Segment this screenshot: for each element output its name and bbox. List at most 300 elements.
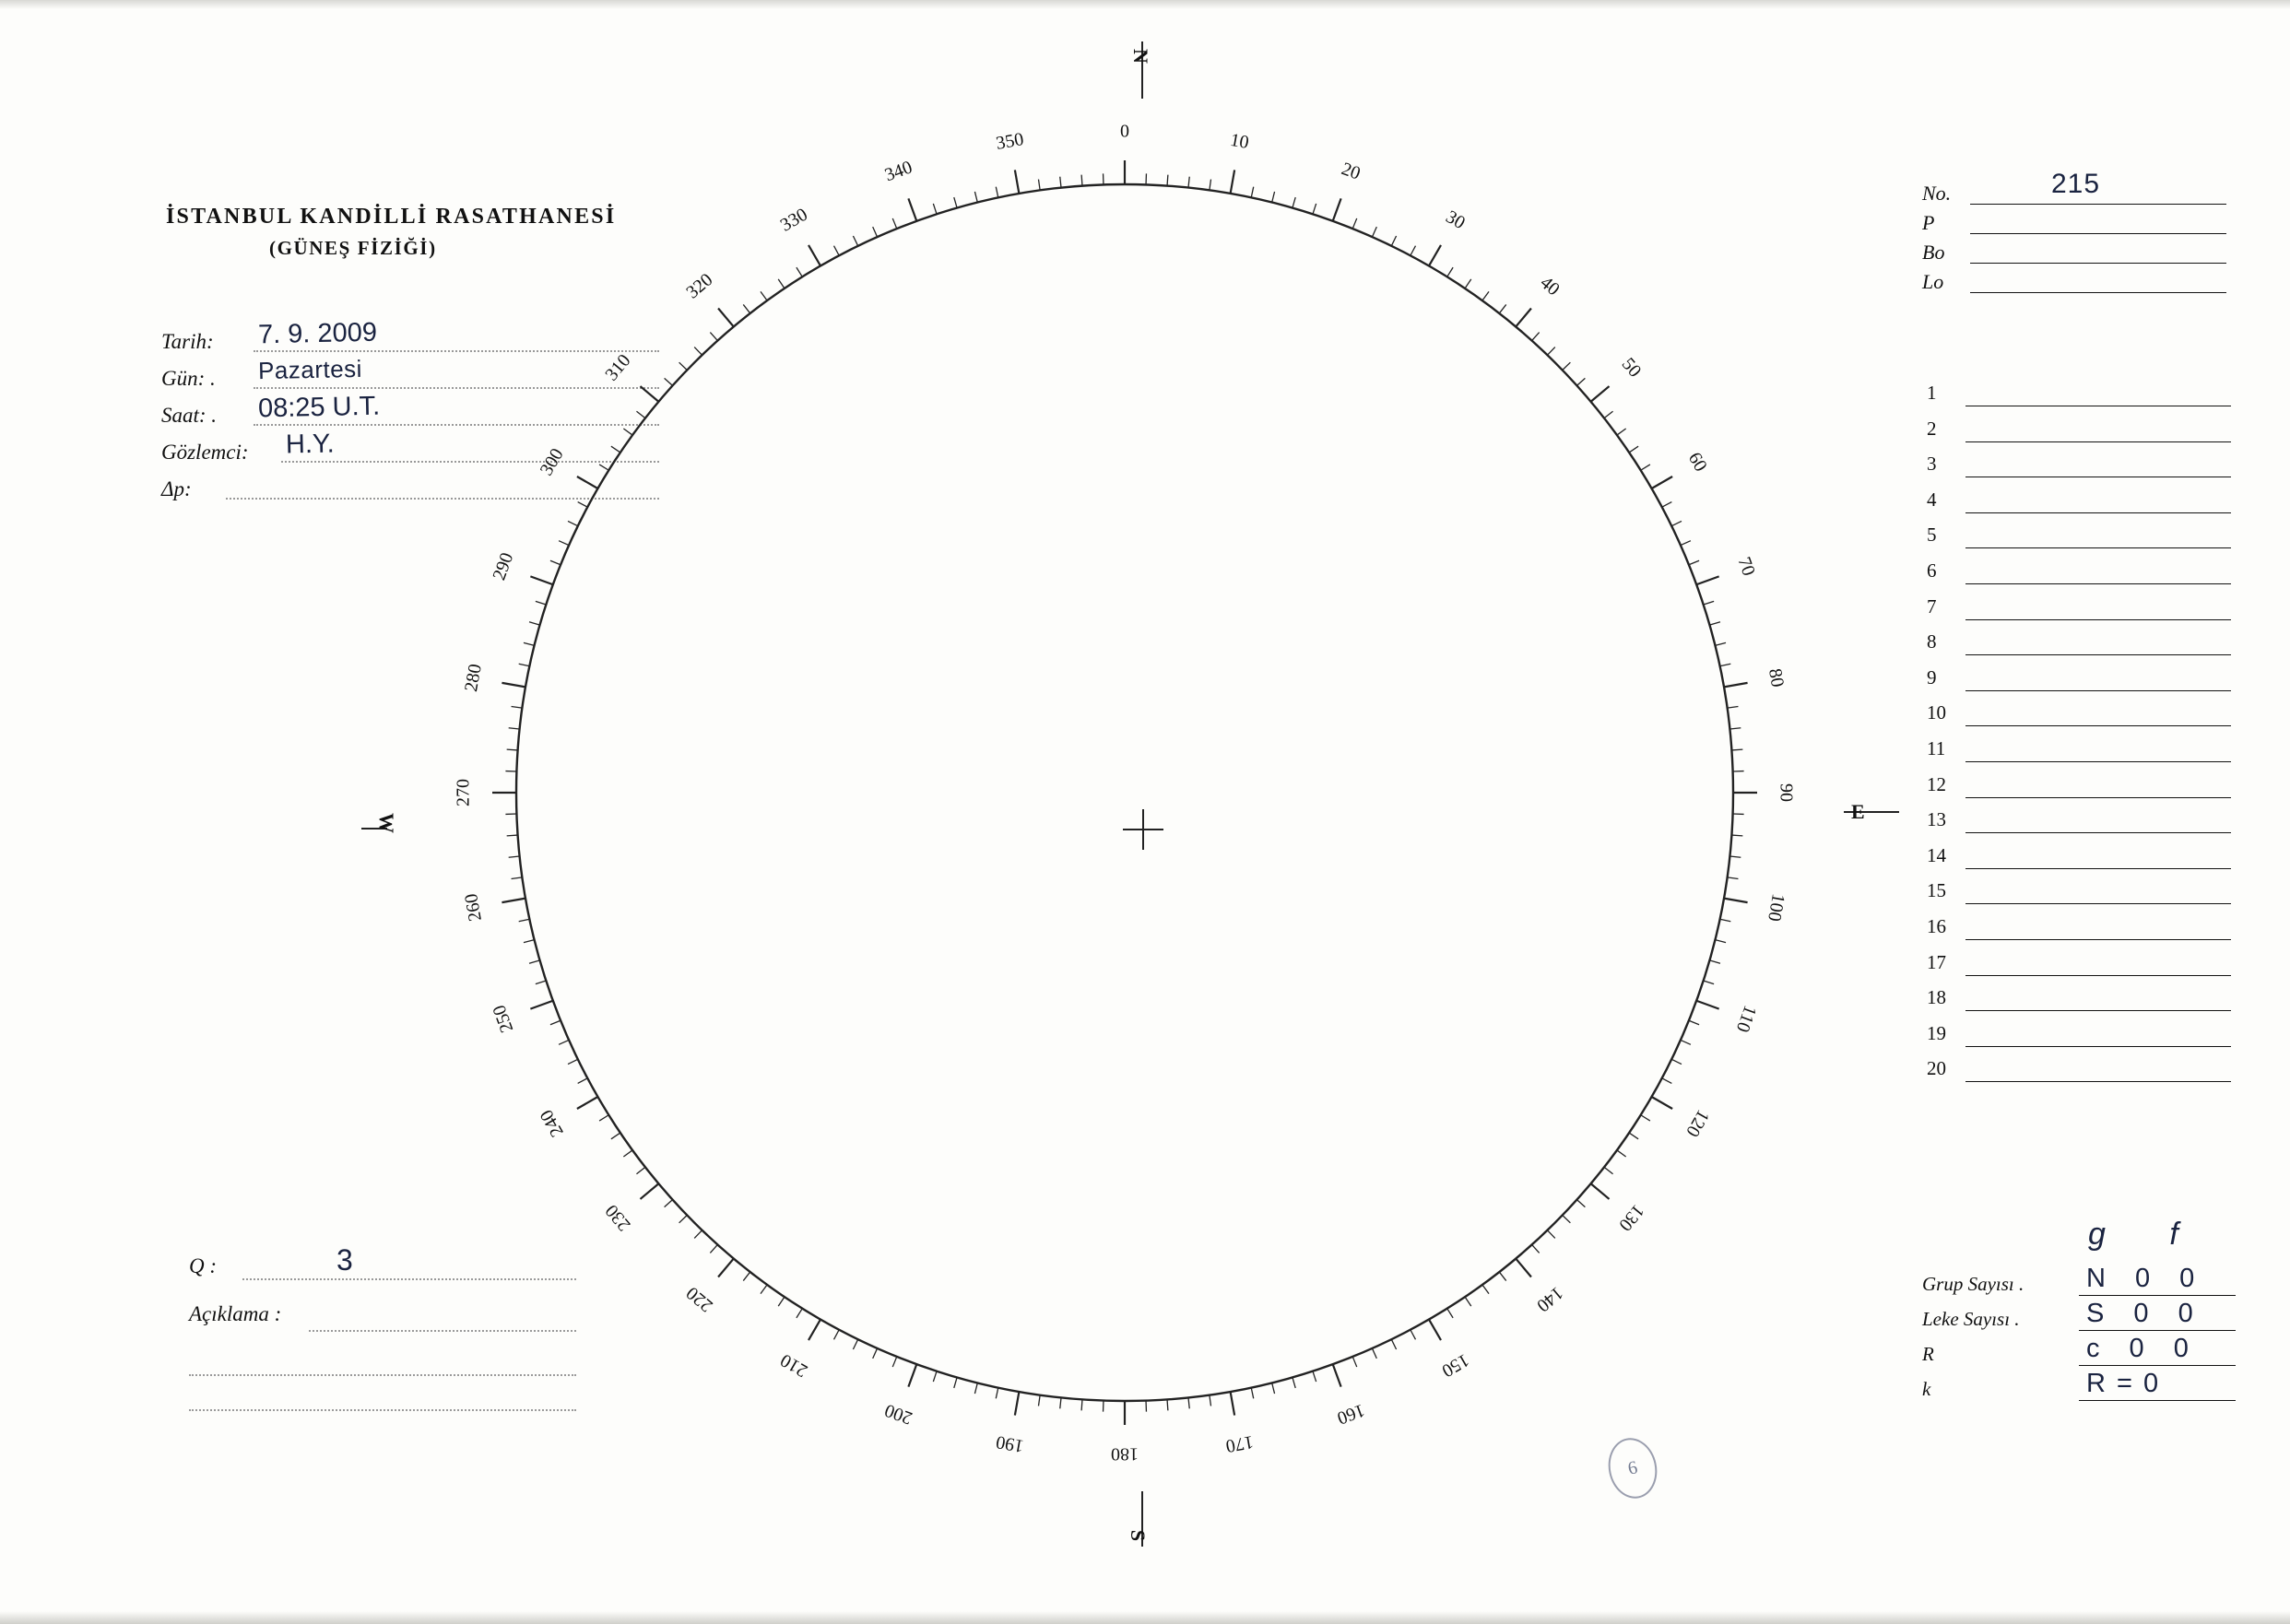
degree-label-130: 130 bbox=[1614, 1200, 1648, 1235]
degree-tick-minor bbox=[778, 1297, 785, 1306]
label-lo: Lo bbox=[1922, 270, 1944, 293]
spot-entry-row bbox=[1927, 592, 2231, 628]
degree-tick-minor bbox=[974, 192, 977, 203]
spot-entry-line[interactable] bbox=[1965, 868, 2231, 869]
spot-entry-line[interactable] bbox=[1965, 832, 2231, 833]
degree-label-50: 50 bbox=[1617, 354, 1646, 382]
degree-label-40: 40 bbox=[1536, 272, 1564, 300]
degree-tick-minor bbox=[1720, 919, 1731, 921]
degree-tick-minor bbox=[623, 1150, 632, 1157]
label-r: R bbox=[1922, 1343, 1934, 1365]
degree-tick-minor bbox=[1352, 1357, 1356, 1367]
degree-tick-minor bbox=[679, 362, 688, 370]
degree-tick-minor bbox=[1411, 246, 1416, 256]
degree-tick-minor bbox=[1641, 1115, 1650, 1121]
label-delta-p: Δp: bbox=[161, 477, 192, 500]
degree-label-80: 80 bbox=[1764, 666, 1788, 689]
degree-tick-minor bbox=[568, 1059, 578, 1064]
degree-tick-minor bbox=[1081, 175, 1082, 186]
spot-entry-index: 3 bbox=[1927, 453, 1937, 476]
id-row-p bbox=[1922, 209, 2226, 239]
degree-tick-major bbox=[1652, 477, 1673, 488]
label-gun: Gün: . bbox=[161, 367, 216, 390]
identification-block bbox=[1922, 169, 2226, 298]
degree-tick-minor bbox=[536, 981, 546, 984]
spot-entry-row bbox=[1927, 378, 2231, 414]
label-gozlemci: Gözlemci: bbox=[161, 441, 249, 464]
spot-entry-row bbox=[1927, 556, 2231, 592]
label-bo: Bo bbox=[1922, 241, 1945, 264]
degree-label-150: 150 bbox=[1438, 1349, 1473, 1382]
spot-entry-row bbox=[1927, 947, 2231, 983]
degree-tick-major bbox=[1652, 1097, 1673, 1109]
degree-tick-major bbox=[530, 1001, 552, 1009]
spot-entry-list bbox=[1927, 378, 2231, 1089]
degree-tick-minor bbox=[1167, 175, 1168, 186]
degree-label-270: 270 bbox=[453, 779, 474, 806]
spot-entry-row bbox=[1927, 485, 2231, 521]
degree-tick-minor bbox=[529, 960, 540, 963]
degree-tick-minor bbox=[1272, 192, 1275, 203]
spot-entry-row bbox=[1927, 1053, 2231, 1089]
degree-tick-minor bbox=[1372, 227, 1376, 237]
degree-tick-major bbox=[530, 576, 552, 584]
spot-entry-index: 8 bbox=[1927, 630, 1937, 653]
spot-entry-index: 4 bbox=[1927, 488, 1937, 511]
degree-label-90: 90 bbox=[1776, 783, 1797, 802]
degree-tick-minor bbox=[1662, 1078, 1672, 1084]
degree-label-180: 180 bbox=[1111, 1443, 1139, 1465]
degree-label-120: 120 bbox=[1682, 1106, 1714, 1141]
degree-tick-minor bbox=[1447, 1309, 1453, 1318]
degree-tick-minor bbox=[636, 1167, 644, 1173]
degree-tick-minor bbox=[1532, 333, 1540, 341]
degree-tick-major bbox=[1015, 170, 1020, 194]
spot-entry-index: 19 bbox=[1927, 1021, 1946, 1044]
degree-tick-minor bbox=[1547, 347, 1554, 356]
cardinal-west: W bbox=[375, 813, 398, 833]
label-aciklama: Açıklama : bbox=[189, 1302, 282, 1325]
degree-tick-minor bbox=[1576, 378, 1585, 385]
degree-tick-minor bbox=[694, 347, 702, 356]
degree-tick-minor bbox=[873, 1348, 878, 1359]
degree-label-170: 170 bbox=[1223, 1431, 1256, 1456]
id-row-bo bbox=[1922, 239, 2226, 268]
degree-tick-minor bbox=[679, 1215, 688, 1222]
id-row-no bbox=[1922, 169, 2226, 209]
degree-tick-minor bbox=[1681, 1040, 1691, 1044]
degree-tick-minor bbox=[1038, 1395, 1040, 1406]
spot-entry-line[interactable] bbox=[1965, 1010, 2231, 1011]
degree-tick-minor bbox=[933, 1371, 937, 1382]
spot-entry-index: 20 bbox=[1927, 1057, 1946, 1080]
degree-tick-minor bbox=[1499, 304, 1505, 312]
degree-tick-minor bbox=[1391, 1339, 1396, 1349]
degree-tick-minor bbox=[636, 411, 644, 418]
degree-tick-minor bbox=[599, 465, 608, 470]
degree-tick-minor bbox=[1731, 835, 1742, 836]
degree-tick-minor bbox=[1671, 521, 1682, 525]
degree-tick-minor bbox=[1411, 1330, 1416, 1340]
degree-tick-major bbox=[1333, 198, 1341, 220]
spot-entry-index: 13 bbox=[1927, 808, 1946, 831]
degree-tick-major bbox=[1591, 1183, 1610, 1199]
degree-tick-minor bbox=[623, 429, 632, 435]
degree-tick-major bbox=[1429, 1320, 1441, 1341]
degree-tick-minor bbox=[536, 601, 546, 605]
spot-entry-index: 11 bbox=[1927, 736, 1946, 759]
value-r[interactable]: c 0 0 bbox=[2086, 1334, 2200, 1363]
degree-tick-minor bbox=[1629, 1133, 1638, 1139]
cardinal-north: N bbox=[1128, 49, 1152, 64]
label-tarih: Tarih: bbox=[161, 330, 214, 353]
degree-tick-minor bbox=[1715, 642, 1726, 645]
degree-label-350: 350 bbox=[994, 129, 1026, 154]
degree-tick-major bbox=[640, 1183, 658, 1199]
spot-entry-row bbox=[1927, 912, 2231, 947]
degree-label-240: 240 bbox=[536, 1106, 568, 1141]
degree-tick-minor bbox=[1728, 877, 1739, 879]
degree-label-20: 20 bbox=[1339, 159, 1363, 184]
underline bbox=[2079, 1365, 2236, 1366]
degree-tick-minor bbox=[1167, 1399, 1168, 1410]
degree-tick-minor bbox=[1447, 267, 1453, 277]
spot-entry-line[interactable] bbox=[1965, 1081, 2231, 1082]
spot-entry-row bbox=[1927, 770, 2231, 806]
degree-tick-major bbox=[502, 899, 525, 903]
spot-entry-row bbox=[1927, 983, 2231, 1018]
value-no[interactable]: 215 bbox=[2051, 169, 2101, 199]
underline bbox=[2079, 1330, 2236, 1331]
degree-tick-minor bbox=[1210, 1395, 1211, 1406]
spot-entry-line[interactable] bbox=[1965, 619, 2231, 620]
degree-tick-minor bbox=[974, 1383, 977, 1394]
disc-center-marker bbox=[1123, 809, 1163, 850]
degree-tick-minor bbox=[524, 642, 535, 645]
degree-tick-minor bbox=[1060, 1397, 1061, 1408]
degree-tick-minor bbox=[1465, 1297, 1471, 1306]
degree-tick-minor bbox=[1465, 279, 1471, 288]
organization-line-2: (GÜNEŞ FİZİĞİ) bbox=[269, 237, 437, 259]
summary-row-k bbox=[1922, 1369, 2236, 1407]
degree-tick-major bbox=[809, 245, 820, 266]
degree-label-290: 290 bbox=[489, 549, 518, 583]
spot-entry-line[interactable] bbox=[1965, 761, 2231, 762]
degree-label-230: 230 bbox=[601, 1200, 635, 1235]
underline[interactable] bbox=[1970, 292, 2226, 293]
degree-label-110: 110 bbox=[1731, 1002, 1761, 1035]
summary-row-leke-sayisi bbox=[1922, 1299, 2236, 1337]
degree-label-140: 140 bbox=[1532, 1282, 1567, 1316]
degree-tick-minor bbox=[1729, 728, 1741, 729]
degree-tick-minor bbox=[1704, 981, 1714, 984]
degree-tick-minor bbox=[1499, 1272, 1505, 1280]
spot-entry-index: 2 bbox=[1927, 417, 1937, 440]
degree-tick-major bbox=[908, 198, 916, 220]
degree-tick-minor bbox=[1689, 1020, 1699, 1024]
cardinal-south: S bbox=[1127, 1529, 1151, 1542]
degree-tick-minor bbox=[1532, 1244, 1540, 1253]
degree-tick-major bbox=[1696, 576, 1718, 584]
spot-entry-row bbox=[1927, 876, 2231, 912]
degree-tick-minor bbox=[568, 521, 578, 525]
degree-label-250: 250 bbox=[489, 1002, 518, 1036]
spot-entry-line[interactable] bbox=[1965, 512, 2231, 513]
spot-entry-row bbox=[1927, 627, 2231, 663]
degree-tick-minor bbox=[1482, 1285, 1489, 1294]
degree-tick-major bbox=[1333, 1364, 1341, 1386]
value-k[interactable]: R = 0 bbox=[2086, 1369, 2161, 1398]
degree-tick-minor bbox=[611, 446, 620, 453]
spot-entry-index: 10 bbox=[1927, 701, 1946, 724]
summary-block bbox=[1922, 1264, 2236, 1407]
degree-tick-minor bbox=[1482, 291, 1489, 300]
degree-tick-major bbox=[640, 386, 658, 402]
spot-entry-line[interactable] bbox=[1965, 797, 2231, 798]
degree-tick-major bbox=[1429, 245, 1441, 266]
spot-entry-index: 7 bbox=[1927, 594, 1937, 618]
degree-label-260: 260 bbox=[461, 891, 486, 924]
spot-entry-index: 16 bbox=[1927, 914, 1946, 937]
degree-tick-minor bbox=[996, 187, 997, 198]
degree-tick-minor bbox=[512, 877, 523, 879]
degree-label-330: 330 bbox=[776, 204, 811, 236]
underline bbox=[2079, 1295, 2236, 1296]
spot-entry-index: 5 bbox=[1927, 524, 1937, 547]
degree-tick-minor bbox=[1720, 664, 1731, 665]
degree-tick-major bbox=[1231, 1392, 1235, 1416]
spot-entry-row bbox=[1927, 805, 2231, 841]
spot-entry-line[interactable] bbox=[1965, 547, 2231, 548]
spot-entry-index: 1 bbox=[1927, 382, 1937, 404]
degree-tick-major bbox=[718, 308, 734, 326]
degree-label-210: 210 bbox=[776, 1349, 811, 1382]
degree-labels bbox=[454, 122, 1797, 1465]
archive-stamp: 6 bbox=[1603, 1433, 1663, 1502]
underline bbox=[2079, 1400, 2236, 1401]
spot-entry-line[interactable] bbox=[1965, 441, 2231, 442]
value-leke-sayisi[interactable]: S 0 0 bbox=[2086, 1299, 2204, 1328]
spot-entry-row bbox=[1927, 698, 2231, 734]
degree-tick-minor bbox=[665, 378, 673, 385]
degree-tick-major bbox=[1724, 899, 1748, 903]
spot-entry-line[interactable] bbox=[1965, 690, 2231, 691]
degree-label-220: 220 bbox=[682, 1282, 717, 1316]
degree-tick-minor bbox=[1604, 1167, 1612, 1173]
spot-entry-line[interactable] bbox=[1965, 975, 2231, 976]
degree-tick-minor bbox=[1251, 1388, 1253, 1399]
gf-column-header: g f bbox=[2088, 1217, 2206, 1252]
degree-tick-minor bbox=[665, 1200, 673, 1207]
degree-tick-minor bbox=[710, 333, 717, 341]
degree-tick-minor bbox=[1641, 465, 1650, 470]
degree-label-340: 340 bbox=[881, 157, 915, 186]
degree-tick-minor bbox=[710, 1244, 717, 1253]
degree-tick-minor bbox=[1617, 1150, 1626, 1157]
degree-tick-major bbox=[809, 1320, 820, 1341]
degree-label-60: 60 bbox=[1683, 449, 1711, 476]
degree-tick-minor bbox=[1038, 180, 1040, 191]
degree-tick-minor bbox=[1391, 236, 1396, 246]
spot-entry-line[interactable] bbox=[1965, 903, 2231, 904]
degree-tick-minor bbox=[1293, 197, 1295, 208]
degree-tick-minor bbox=[550, 560, 561, 564]
degree-tick-minor bbox=[1689, 560, 1699, 564]
degree-tick-major bbox=[1231, 170, 1235, 194]
degree-label-200: 200 bbox=[881, 1399, 915, 1429]
spot-entry-row bbox=[1927, 414, 2231, 450]
label-leke-sayisi: Leke Sayısı . bbox=[1922, 1308, 2020, 1330]
degree-tick-major bbox=[1516, 308, 1531, 326]
degree-tick-major bbox=[577, 477, 598, 488]
degree-tick-minor bbox=[834, 246, 840, 256]
spot-entry-index: 14 bbox=[1927, 843, 1946, 866]
degree-tick-major bbox=[1516, 1259, 1531, 1277]
value-q[interactable]: 3 bbox=[336, 1243, 353, 1277]
degree-tick-minor bbox=[694, 1230, 702, 1239]
degree-tick-major bbox=[1724, 683, 1748, 688]
degree-tick-minor bbox=[599, 1115, 608, 1121]
degree-tick-minor bbox=[933, 204, 937, 214]
spot-entry-line[interactable] bbox=[1965, 1046, 2231, 1047]
spot-entry-line[interactable] bbox=[1965, 583, 2231, 584]
degree-ticks bbox=[492, 160, 1757, 1425]
degree-tick-minor bbox=[1709, 960, 1720, 963]
degree-label-10: 10 bbox=[1228, 129, 1251, 154]
degree-tick-major bbox=[1696, 1001, 1718, 1009]
spot-entry-index: 9 bbox=[1927, 665, 1937, 688]
degree-tick-minor bbox=[954, 1377, 957, 1388]
degree-label-190: 190 bbox=[994, 1431, 1026, 1456]
spot-entry-index: 17 bbox=[1927, 950, 1946, 973]
degree-tick-minor bbox=[853, 236, 857, 246]
degree-label-300: 300 bbox=[536, 444, 568, 479]
degree-tick-minor bbox=[1272, 1383, 1275, 1394]
degree-tick-minor bbox=[1576, 1200, 1585, 1207]
value-gozlemci[interactable]: H.Y. bbox=[285, 429, 335, 460]
cardinal-east: E bbox=[1851, 800, 1865, 823]
spot-entry-row bbox=[1927, 663, 2231, 699]
label-no: No. bbox=[1922, 182, 1952, 205]
degree-tick-minor bbox=[797, 267, 802, 277]
degree-tick-minor bbox=[1729, 856, 1741, 857]
value-tarih[interactable]: 7. 9. 2009 bbox=[257, 317, 378, 350]
degree-tick-minor bbox=[529, 622, 540, 625]
degree-tick-minor bbox=[1563, 362, 1571, 370]
degree-tick-minor bbox=[509, 856, 520, 857]
degree-tick-major bbox=[908, 1364, 916, 1386]
spot-entry-row bbox=[1927, 1018, 2231, 1054]
spot-entry-line[interactable] bbox=[1965, 725, 2231, 726]
degree-tick-minor bbox=[1188, 1397, 1189, 1408]
degree-tick-minor bbox=[1671, 1059, 1682, 1064]
degree-tick-minor bbox=[1662, 502, 1672, 508]
underline[interactable] bbox=[1970, 233, 2226, 234]
spot-entry-index: 15 bbox=[1927, 879, 1946, 902]
degree-label-320: 320 bbox=[682, 269, 717, 303]
degree-tick-minor bbox=[954, 197, 957, 208]
degree-tick-minor bbox=[1293, 1377, 1295, 1388]
degree-tick-minor bbox=[519, 919, 530, 921]
degree-tick-minor bbox=[1709, 622, 1720, 625]
degree-tick-minor bbox=[611, 1133, 620, 1139]
summary-row-r bbox=[1922, 1334, 2236, 1372]
degree-tick-major bbox=[1015, 1392, 1020, 1416]
degree-tick-minor bbox=[1715, 940, 1726, 943]
spot-entry-line[interactable] bbox=[1965, 654, 2231, 655]
degree-tick-minor bbox=[873, 227, 878, 237]
label-q: Q : bbox=[189, 1254, 218, 1277]
degree-tick-major bbox=[502, 683, 525, 688]
degree-label-160: 160 bbox=[1334, 1399, 1368, 1429]
degree-tick-minor bbox=[1081, 1399, 1082, 1410]
spot-entry-row bbox=[1927, 449, 2231, 485]
degree-tick-minor bbox=[512, 706, 523, 708]
degree-label-0: 0 bbox=[1120, 121, 1129, 142]
value-saat[interactable]: 08:25 U.T. bbox=[257, 391, 381, 424]
degree-tick-minor bbox=[996, 1388, 997, 1399]
spot-entry-row bbox=[1927, 734, 2231, 770]
spot-entry-row bbox=[1927, 520, 2231, 556]
degree-tick-minor bbox=[1681, 541, 1691, 546]
degree-tick-minor bbox=[1731, 749, 1742, 750]
degree-tick-minor bbox=[559, 1040, 569, 1044]
degree-tick-minor bbox=[761, 1285, 767, 1294]
degree-tick-minor bbox=[524, 940, 535, 943]
solar-disc-protractor bbox=[419, 88, 1830, 1498]
spot-entry-index: 18 bbox=[1927, 986, 1946, 1009]
degree-tick-minor bbox=[1704, 601, 1714, 605]
degree-tick-minor bbox=[1210, 180, 1211, 191]
degree-tick-minor bbox=[1188, 177, 1189, 188]
underline[interactable] bbox=[1970, 263, 2226, 264]
degree-tick-minor bbox=[578, 502, 588, 508]
degree-tick-minor bbox=[1313, 1371, 1316, 1382]
degree-tick-minor bbox=[834, 1330, 840, 1340]
degree-tick-minor bbox=[507, 749, 518, 750]
value-grup-sayisi[interactable]: N 0 0 bbox=[2086, 1264, 2206, 1293]
degree-tick-minor bbox=[509, 728, 520, 729]
label-saat: Saat: . bbox=[161, 404, 218, 427]
degree-tick-minor bbox=[1313, 204, 1316, 214]
disc-circle bbox=[516, 184, 1733, 1401]
degree-label-280: 280 bbox=[461, 662, 486, 694]
degree-tick-major bbox=[1591, 386, 1610, 402]
degree-tick-minor bbox=[1604, 411, 1612, 418]
degree-tick-minor bbox=[519, 664, 530, 665]
spot-entry-index: 6 bbox=[1927, 559, 1937, 582]
degree-tick-minor bbox=[853, 1339, 857, 1349]
degree-label-30: 30 bbox=[1442, 206, 1469, 234]
spot-entry-line[interactable] bbox=[1965, 939, 2231, 940]
degree-label-70: 70 bbox=[1733, 554, 1759, 579]
degree-tick-minor bbox=[507, 835, 518, 836]
degree-tick-minor bbox=[892, 1357, 896, 1367]
spot-entry-index: 12 bbox=[1927, 772, 1946, 795]
degree-label-310: 310 bbox=[601, 350, 635, 385]
degree-tick-minor bbox=[778, 279, 785, 288]
degree-tick-minor bbox=[1060, 177, 1061, 188]
underline bbox=[1970, 204, 2226, 205]
value-gun[interactable]: Pazartesi bbox=[257, 354, 363, 385]
degree-tick-minor bbox=[892, 218, 896, 229]
spot-entry-row bbox=[1927, 841, 2231, 877]
summary-row-grup-sayisi bbox=[1922, 1264, 2236, 1302]
degree-tick-minor bbox=[761, 291, 767, 300]
degree-tick-minor bbox=[1352, 218, 1356, 229]
degree-tick-minor bbox=[1372, 1348, 1376, 1359]
degree-tick-minor bbox=[797, 1309, 802, 1318]
